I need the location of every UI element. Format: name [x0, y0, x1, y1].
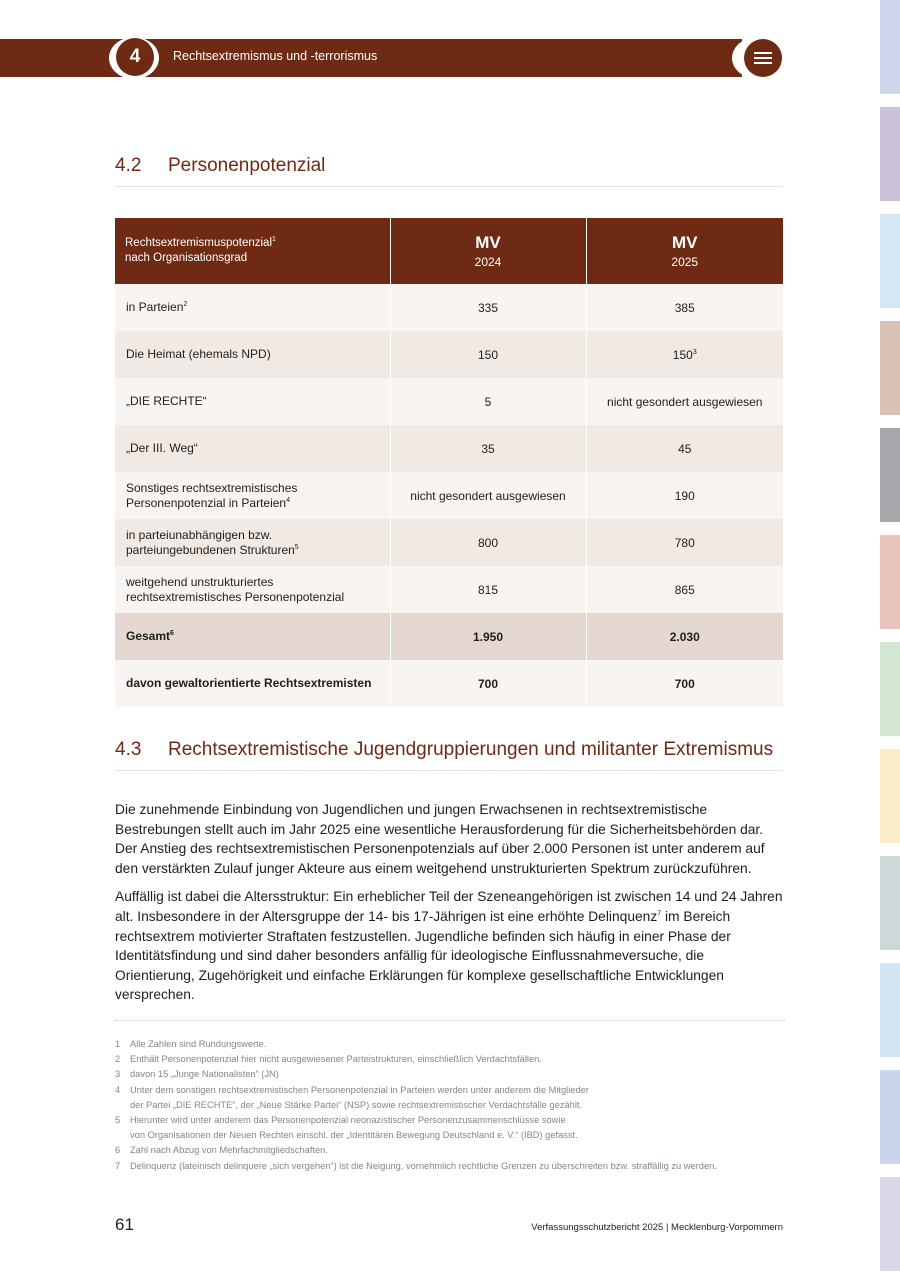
row-label: weitgehend unstrukturiertes rechtsextremistisches Personenpotenzial: [115, 566, 390, 613]
row-label: in Parteien$^2$: [115, 284, 390, 331]
table-row: [115, 284, 783, 331]
footnote: 2 Enthält Personenpotenzial hier nicht ausgewiesener Parteistrukturen, einschließlich Verdachtsfällen.: [115, 1054, 542, 1065]
footnote: 5 Hierunter wird unter anderem das Personenpotenzial neonazistischer Personenzusammenschlüsse sowie von Organisationen der Neuen Rechten einschl. der „Identitären Bewegung Deutschland e. V.“ (IBD) gefasst.: [115, 1115, 578, 1141]
footnote: 3 davon 15 „Junge Nationalisten“ (JN): [115, 1069, 279, 1080]
value-2024: nicht gesondert ausgewiesen: [390, 472, 586, 519]
hamburger-menu-icon[interactable]: [744, 39, 782, 77]
value-2025: 190: [586, 472, 783, 519]
chapter-title: Rechtsextremismus und -terrorismus: [173, 49, 378, 63]
table-header-row: [115, 218, 783, 284]
section-heading-4-2: [115, 155, 783, 187]
value-2025: 700: [586, 660, 783, 707]
row-label: „Der III. Weg“: [115, 425, 390, 472]
row-label: Die Heimat (ehemals NPD): [115, 331, 390, 378]
footnote: 6 Zahl nach Abzug von Mehrfachmitgliedschaften.: [115, 1145, 328, 1156]
table-row: [115, 472, 783, 519]
value-2024: 1.950: [390, 613, 586, 660]
footnote-reference[interactable]: 7: [657, 910, 662, 918]
row-label: in parteiunabhängigen bzw. parteiungebundenen Strukturen$^5$: [115, 519, 390, 566]
section-heading-4-3: [115, 739, 783, 771]
table-total-row: [115, 613, 783, 660]
table-row: [115, 519, 783, 566]
value-2024: 815: [390, 566, 586, 613]
value-2024: 335: [390, 284, 586, 331]
side-tab[interactable]: [880, 321, 900, 415]
footnote: 4 Unter dem sonstigen rechtsextremistischen Personenpotenzial in Parteien werden unter anderem die Mitglieder der Partei „DIE RECHTE“, der „Neue Stärke Partei“ (NSP) sowie rechtsextremistischer Verdachtsfälle gezählt.: [115, 1084, 589, 1110]
column-header-2025: MV 2025: [586, 218, 783, 284]
table-row: [115, 331, 783, 378]
side-tab[interactable]: [880, 749, 900, 843]
section-title: Rechtsextremistische Jugendgruppierungen und militanter Extremismus: [168, 739, 774, 760]
table-row: [115, 566, 783, 613]
table-row: [115, 378, 783, 425]
side-tab[interactable]: [880, 963, 900, 1057]
section-title: Personenpotenzial: [168, 155, 326, 176]
table-violent-row: [115, 660, 783, 707]
paragraph: Die zunehmende Einbindung von Jugendlichen und jungen Erwachsenen in rechtsextremistische Bestrebungen stellt auch im Jahr 2025 eine wesentliche Herausforderung für die Sicherheitsbehörden dar. Der Anstieg des rechtsextremistischen Personenpotenzials auf über 2.000 Personen ist unter anderem auf den verstärkten Zulauf junger Akteure aus einem weitgehend unstrukturierten Spektrum zurückzuführen.: [115, 802, 765, 876]
table-row: [115, 425, 783, 472]
footnote: 1 Alle Zahlen sind Rundungswerte.: [115, 1039, 267, 1049]
footnotes: [115, 1020, 785, 1174]
value-2025: 385: [586, 284, 783, 331]
footer-source: Verfassungsschutzbericht 2025 | Mecklenburg-Vorpommern: [531, 1222, 783, 1233]
body-text: [115, 800, 785, 1014]
row-label: Sonstiges rechtsextremistisches Personenpotenzial in Parteien$^4$: [115, 472, 390, 519]
value-2025: 45: [586, 425, 783, 472]
side-tab[interactable]: [880, 428, 900, 522]
value-2025: 865: [586, 566, 783, 613]
value-2024: 5: [390, 378, 586, 425]
chapter-number-badge: 4: [116, 38, 154, 76]
side-tab[interactable]: [880, 107, 900, 201]
value-2025: 780: [586, 519, 783, 566]
value-2025: nicht gesondert ausgewiesen: [586, 378, 783, 425]
side-tab[interactable]: [880, 856, 900, 950]
row-header-cell: Rechtsextremismuspotenzial$^1$ nach Organisationsgrad: [115, 218, 390, 284]
paragraph: Auffällig ist dabei die Altersstruktur: Ein erheblicher Teil der Szeneangehörigen ist zwischen 14 und 24 Jahren alt. Insbesondere in der Altersgruppe der 14- bis 17-Jährigen ist eine erhöhte Delinquenz$^7$ im Bereich rechtsextrem motivierter Straftaten festzustellen. Jugendliche befinden sich häufig in einer Phase der Identitätsfindung und sind daher besonders anfällig für ideologische Einflussnahmeversuche, die Orientierung, Zugehörigkeit und einfache Erklärungen für komplexe gesellschaftliche Entwicklungen versprechen.: [115, 889, 783, 1003]
value-2024: 800: [390, 519, 586, 566]
side-tab[interactable]: [880, 1070, 900, 1164]
value-2024: 700: [390, 660, 586, 707]
side-tab[interactable]: [880, 1177, 900, 1271]
side-tab[interactable]: [880, 535, 900, 629]
side-tab[interactable]: [880, 642, 900, 736]
value-2024: 150: [390, 331, 586, 378]
row-label: davon gewaltorientierte Rechtsextremisten: [115, 660, 390, 707]
row-label: „DIE RECHTE“: [115, 378, 390, 425]
value-2025: $150^3$: [586, 331, 783, 378]
side-tab[interactable]: [880, 214, 900, 308]
personenpotenzial-table: [115, 218, 783, 707]
value-2024: 35: [390, 425, 586, 472]
value-2025: 2.030: [586, 613, 783, 660]
side-tab[interactable]: [880, 0, 900, 94]
row-label: Gesamt$^6$: [115, 613, 390, 660]
section-number: 4.2: [115, 155, 142, 176]
footnote: 7 Delinquenz (lateinisch delinquere „sich vergehen“) ist die Neigung, vornehmlich rechtliche Grenzen zu überschreiten bzw. straffällig zu werden.: [115, 1160, 717, 1171]
section-number: 4.3: [115, 739, 142, 760]
page-number: 61: [115, 1215, 134, 1234]
column-header-2024: MV 2024: [390, 218, 586, 284]
